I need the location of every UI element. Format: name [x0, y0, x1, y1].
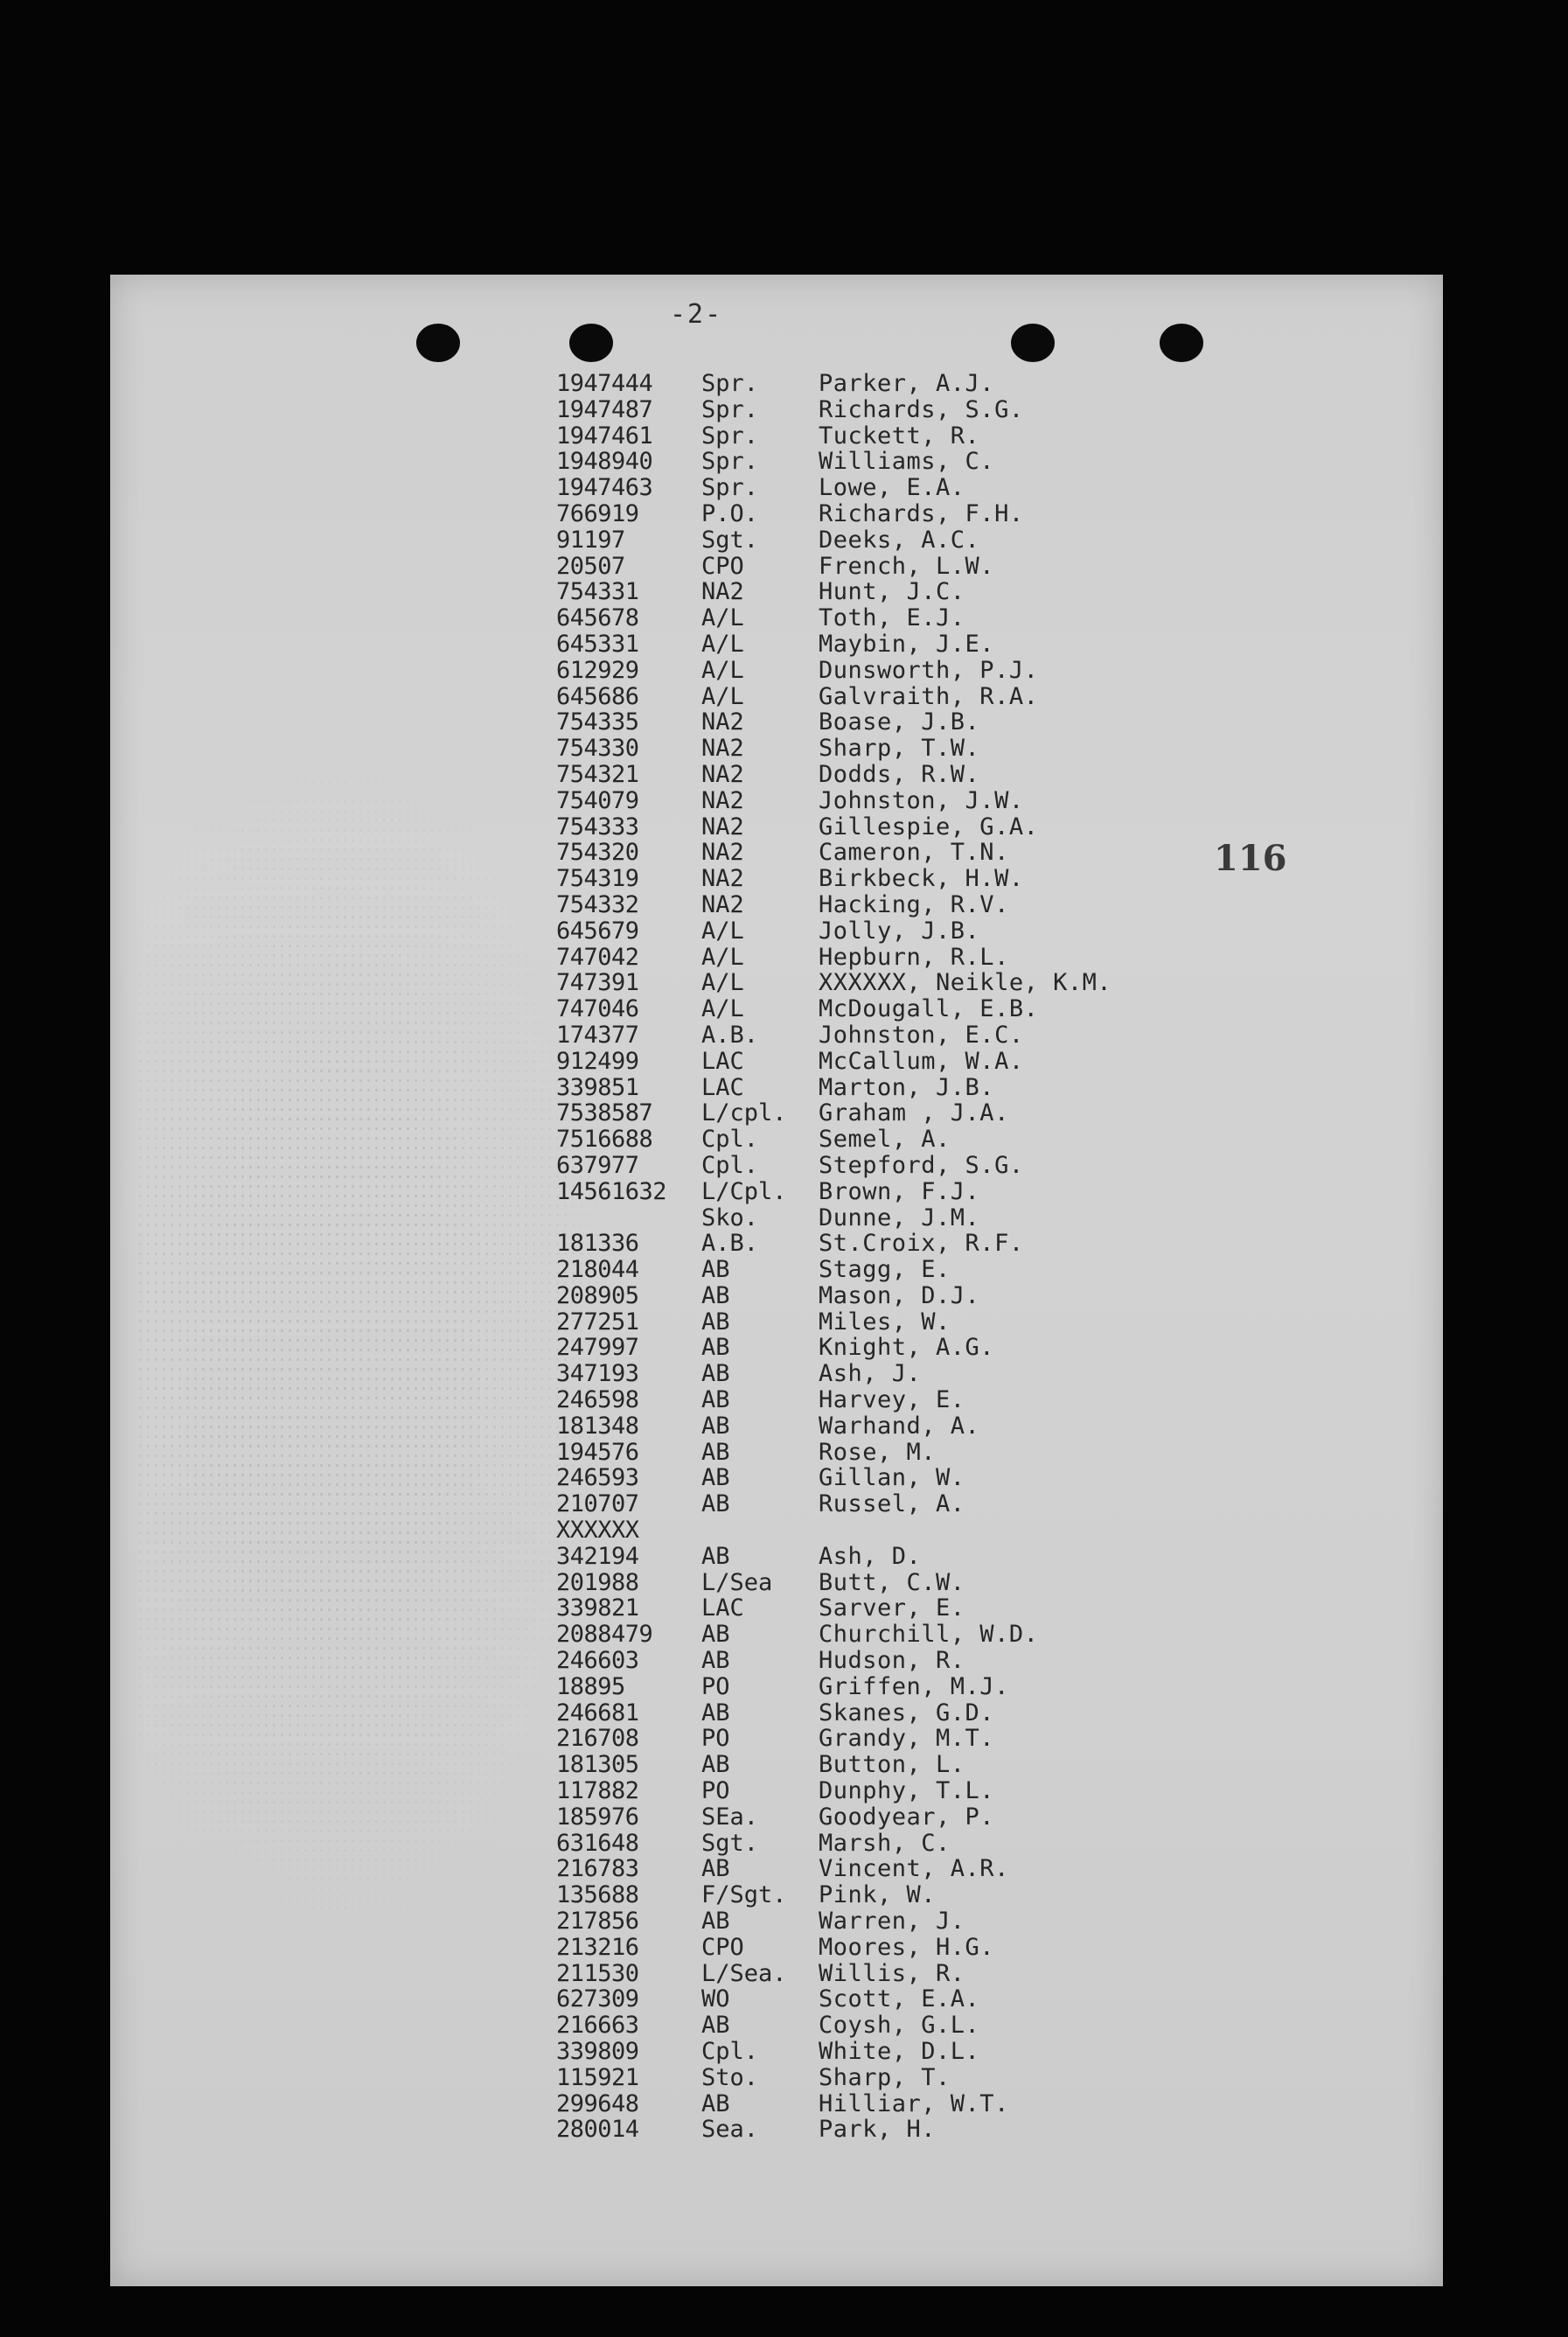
person-name: Griffen, M.J.: [819, 1672, 1009, 1700]
rank: PO: [701, 1725, 730, 1753]
person-name: Vincent, A.R.: [819, 1855, 1009, 1883]
service-number: 117882: [556, 1777, 639, 1805]
rank: Cpl.: [701, 2038, 759, 2065]
rank: A/L: [701, 604, 744, 632]
rank: Sto.: [701, 2063, 759, 2091]
list-item: [556, 1648, 1343, 1674]
service-number: 216708: [556, 1725, 639, 1753]
service-number: 2088479: [556, 1621, 653, 1649]
list-item: [556, 1752, 1343, 1778]
service-number: 339821: [556, 1594, 639, 1622]
service-number: 754335: [556, 708, 639, 736]
list-item: [556, 2013, 1343, 2039]
person-name: Moores, H.G.: [819, 1933, 995, 1961]
list-item: [556, 814, 1343, 841]
service-number: 211530: [556, 1959, 639, 1987]
list-item: [556, 2039, 1343, 2065]
person-name: Stepford, S.G.: [819, 1151, 1024, 1179]
rank: AB: [701, 1490, 730, 1518]
person-name: Hunt, J.C.: [819, 578, 965, 606]
rank: A/L: [701, 656, 744, 684]
list-item: [556, 996, 1343, 1022]
punch-hole: [1011, 324, 1055, 362]
list-item: [556, 1908, 1343, 1935]
person-name: White, D.L.: [819, 2038, 980, 2065]
person-name: Sarver, E.: [819, 1594, 965, 1622]
rank: LAC: [701, 1073, 744, 1101]
person-name: Sharp, T.: [819, 2063, 951, 2091]
rank: AB: [701, 1308, 730, 1336]
person-name: Williams, C.: [819, 448, 995, 476]
person-name: Richards, S.G.: [819, 395, 1024, 423]
service-number: 747391: [556, 969, 639, 997]
list-item: [556, 1517, 1343, 1544]
person-name: Toth, E.J.: [819, 604, 965, 632]
list-item: [556, 1127, 1343, 1153]
service-number: 747046: [556, 995, 639, 1023]
service-number: 174377: [556, 1021, 639, 1049]
service-number: 280014: [556, 2116, 639, 2144]
person-name: Richards, F.H.: [819, 499, 1024, 527]
rank: Sko.: [701, 1203, 759, 1231]
rank: A/L: [701, 969, 744, 997]
list-item: [556, 684, 1343, 710]
service-number: 754320: [556, 839, 639, 867]
list-item: [556, 2117, 1343, 2143]
list-item: [556, 1700, 1343, 1727]
person-name: Goodyear, P.: [819, 1803, 995, 1831]
rank: LAC: [701, 1594, 744, 1622]
list-item: [556, 1361, 1343, 1387]
rank: AB: [701, 1855, 730, 1883]
person-name: Knight, A.G.: [819, 1334, 995, 1362]
rank: A.B.: [701, 1021, 759, 1049]
list-item: [556, 1179, 1343, 1205]
person-name: Marton, J.B.: [819, 1073, 995, 1101]
rank: L/Sea: [701, 1568, 773, 1596]
rank: AB: [701, 1334, 730, 1362]
rank: Cpl.: [701, 1126, 759, 1154]
person-name: Hilliar, W.T.: [819, 2089, 1009, 2117]
rank: AB: [701, 1438, 730, 1466]
service-number: 1947461: [556, 422, 653, 450]
person-name: Hacking, R.V.: [819, 890, 1009, 918]
service-number: 1947487: [556, 395, 653, 423]
service-number: 612929: [556, 656, 639, 684]
rank: AB: [701, 1386, 730, 1414]
service-number: 754319: [556, 865, 639, 893]
rank: NA2: [701, 760, 744, 788]
service-number: 194576: [556, 1438, 639, 1466]
person-name: Harvey, E.: [819, 1386, 965, 1414]
list-item: [556, 1387, 1343, 1413]
list-item: [556, 1856, 1343, 1882]
document-page: [110, 275, 1443, 2286]
list-item: [556, 1778, 1343, 1804]
list-item: [556, 1413, 1343, 1440]
rank: PO: [701, 1777, 730, 1805]
person-name: Grandy, M.T.: [819, 1725, 995, 1753]
rank: AB: [701, 1256, 730, 1284]
paper-speckle: [136, 729, 626, 1954]
list-item: [556, 1100, 1343, 1127]
person-name: Deeks, A.C.: [819, 526, 980, 554]
service-number: 218044: [556, 1256, 639, 1284]
list-item: [556, 709, 1343, 736]
service-number: 754333: [556, 813, 639, 841]
rank: Spr.: [701, 370, 759, 397]
punch-hole: [569, 324, 613, 362]
list-item: [556, 1595, 1343, 1622]
list-item: [556, 501, 1343, 527]
service-number: 181336: [556, 1230, 639, 1258]
rank: F/Sgt.: [701, 1881, 787, 1909]
person-name: Russel, A.: [819, 1490, 965, 1518]
rank: L/cpl.: [701, 1099, 787, 1127]
person-name: Park, H.: [819, 2116, 937, 2144]
service-number: 185976: [556, 1803, 639, 1831]
rank: L/Sea.: [701, 1959, 787, 1987]
service-number: 14561632: [556, 1177, 667, 1205]
person-name: Lowe, E.A.: [819, 474, 965, 502]
service-number: 627309: [556, 1985, 639, 2013]
service-number: 246681: [556, 1699, 639, 1727]
list-item: [556, 1804, 1343, 1831]
list-item: [556, 1257, 1343, 1283]
service-number: 1947444: [556, 370, 653, 397]
rank: Sgt.: [701, 1829, 759, 1857]
rank: Spr.: [701, 422, 759, 450]
person-name: Maybin, J.E.: [819, 630, 995, 658]
person-name: Cameron, T.N.: [819, 839, 1009, 867]
rank: NA2: [701, 839, 744, 867]
rank: AB: [701, 2012, 730, 2040]
list-item: [556, 945, 1343, 971]
rank: AB: [701, 1621, 730, 1649]
list-item: [556, 423, 1343, 450]
person-name: Dunphy, T.L.: [819, 1777, 995, 1805]
person-name: Butt, C.W.: [819, 1568, 965, 1596]
list-item: [556, 1882, 1343, 1908]
person-name: Pink, W.: [819, 1881, 937, 1909]
service-number: 754330: [556, 735, 639, 763]
rank: NA2: [701, 786, 744, 814]
person-name: Hepburn, R.L.: [819, 943, 1009, 971]
person-name: Johnston, E.C.: [819, 1021, 1024, 1049]
service-number: 217856: [556, 1908, 639, 1936]
rank: A/L: [701, 995, 744, 1023]
rank: AB: [701, 1412, 730, 1440]
service-number: XXXXXX: [556, 1517, 639, 1545]
service-number: 7516688: [556, 1126, 653, 1154]
rank: AB: [701, 1647, 730, 1675]
service-number: 247997: [556, 1334, 639, 1362]
service-number: 7538587: [556, 1099, 653, 1127]
service-number: 754331: [556, 578, 639, 606]
rank: A/L: [701, 917, 744, 945]
list-item: [556, 605, 1343, 631]
rank: A.B.: [701, 1230, 759, 1258]
list-item: [556, 658, 1343, 684]
rank: AB: [701, 1360, 730, 1388]
person-name: Sharp, T.W.: [819, 735, 980, 763]
rank: Spr.: [701, 474, 759, 502]
person-name: Miles, W.: [819, 1308, 951, 1336]
person-name: Skanes, G.D.: [819, 1699, 995, 1727]
service-number: 342194: [556, 1542, 639, 1570]
person-name: Ash, J.: [819, 1360, 922, 1388]
rank: Sgt.: [701, 526, 759, 554]
service-number: 277251: [556, 1308, 639, 1336]
person-name: Brown, F.J.: [819, 1177, 980, 1205]
list-item: [556, 371, 1343, 397]
service-number: 216783: [556, 1855, 639, 1883]
service-number: 1948940: [556, 448, 653, 476]
service-number: 637977: [556, 1151, 639, 1179]
person-name: Dunsworth, P.J.: [819, 656, 1039, 684]
person-name: Ash, D.: [819, 1542, 922, 1570]
person-name: Mason, D.J.: [819, 1281, 980, 1309]
list-item: [556, 1309, 1343, 1336]
list-item: [556, 579, 1343, 605]
person-name: Jolly, J.B.: [819, 917, 980, 945]
service-number: 645331: [556, 630, 639, 658]
list-item: [556, 1022, 1343, 1049]
personnel-list: [556, 371, 1343, 2143]
person-name: XXXXXX, Neikle, K.M.: [819, 969, 1112, 997]
person-name: Graham , J.A.: [819, 1099, 1009, 1127]
margin-number: 116: [1214, 838, 1287, 879]
service-number: 766919: [556, 499, 639, 527]
rank: PO: [701, 1672, 730, 1700]
list-item: [556, 475, 1343, 501]
list-item: [556, 892, 1343, 918]
rank: AB: [701, 2089, 730, 2117]
rank: AB: [701, 1464, 730, 1492]
person-name: Rose, M.: [819, 1438, 937, 1466]
rank: Spr.: [701, 395, 759, 423]
person-name: Button, L.: [819, 1751, 965, 1779]
service-number: 135688: [556, 1881, 639, 1909]
person-name: Dodds, R.W.: [819, 760, 980, 788]
person-name: Coysh, G.L.: [819, 2012, 980, 2040]
list-item: [556, 1491, 1343, 1517]
page-number: -2-: [670, 299, 723, 330]
service-number: 246603: [556, 1647, 639, 1675]
list-item: [556, 2065, 1343, 2091]
person-name: Birkbeck, H.W.: [819, 865, 1024, 893]
person-name: Scott, E.A.: [819, 1985, 980, 2013]
service-number: 210707: [556, 1490, 639, 1518]
person-name: McDougall, E.B.: [819, 995, 1039, 1023]
person-name: Warhand, A.: [819, 1412, 980, 1440]
rank: P.O.: [701, 499, 759, 527]
service-number: 645679: [556, 917, 639, 945]
person-name: Tuckett, R.: [819, 422, 980, 450]
rank: NA2: [701, 890, 744, 918]
person-name: Stagg, E.: [819, 1256, 951, 1284]
list-item: [556, 1075, 1343, 1101]
rank: A/L: [701, 682, 744, 710]
rank: NA2: [701, 578, 744, 606]
list-item: [556, 1205, 1343, 1231]
person-name: Hudson, R.: [819, 1647, 965, 1675]
person-name: Willis, R.: [819, 1959, 965, 1987]
service-number: 645686: [556, 682, 639, 710]
person-name: Semel, A.: [819, 1126, 951, 1154]
list-item: [556, 866, 1343, 892]
rank: NA2: [701, 865, 744, 893]
list-item: [556, 1935, 1343, 1961]
list-item: [556, 1544, 1343, 1570]
list-item: [556, 1283, 1343, 1309]
service-number: 213216: [556, 1933, 639, 1961]
person-name: Dunne, J.M.: [819, 1203, 980, 1231]
service-number: 1947463: [556, 474, 653, 502]
service-number: 181305: [556, 1751, 639, 1779]
punch-hole: [416, 324, 460, 362]
list-item: [556, 1231, 1343, 1257]
list-item: [556, 970, 1343, 996]
service-number: 246593: [556, 1464, 639, 1492]
rank: A/L: [701, 943, 744, 971]
list-item: [556, 1622, 1343, 1648]
list-item: [556, 840, 1343, 866]
service-number: 747042: [556, 943, 639, 971]
person-name: Warren, J.: [819, 1908, 965, 1936]
rank: Spr.: [701, 448, 759, 476]
list-item: [556, 1335, 1343, 1361]
service-number: 299648: [556, 2089, 639, 2117]
service-number: 91197: [556, 526, 625, 554]
rank: WO: [701, 1985, 730, 2013]
person-name: McCallum, W.A.: [819, 1047, 1024, 1075]
rank: AB: [701, 1699, 730, 1727]
list-item: [556, 736, 1343, 762]
list-item: [556, 2091, 1343, 2117]
person-name: Marsh, C.: [819, 1829, 951, 1857]
punch-hole: [1160, 324, 1203, 362]
person-name: Gillespie, G.A.: [819, 813, 1039, 841]
list-item: [556, 554, 1343, 580]
rank: NA2: [701, 735, 744, 763]
rank: CPO: [701, 1933, 744, 1961]
rank: NA2: [701, 708, 744, 736]
service-number: 631648: [556, 1829, 639, 1857]
service-number: 208905: [556, 1281, 639, 1309]
service-number: 18895: [556, 1672, 625, 1700]
service-number: 20507: [556, 552, 625, 580]
person-name: Parker, A.J.: [819, 370, 995, 397]
rank: AB: [701, 1908, 730, 1936]
rank: Cpl.: [701, 1151, 759, 1179]
person-name: Boase, J.B.: [819, 708, 980, 736]
rank: AB: [701, 1751, 730, 1779]
person-name: St.Croix, R.F.: [819, 1230, 1024, 1258]
person-name: Churchill, W.D.: [819, 1621, 1039, 1649]
list-item: [556, 1831, 1343, 1857]
rank: CPO: [701, 552, 744, 580]
service-number: 347193: [556, 1360, 639, 1388]
service-number: 201988: [556, 1568, 639, 1596]
person-name: Gillan, W.: [819, 1464, 965, 1492]
rank: SEa.: [701, 1803, 759, 1831]
list-item: [556, 918, 1343, 945]
service-number: 216663: [556, 2012, 639, 2040]
service-number: 754332: [556, 890, 639, 918]
service-number: 339851: [556, 1073, 639, 1101]
rank: AB: [701, 1542, 730, 1570]
list-item: [556, 397, 1343, 423]
service-number: 115921: [556, 2063, 639, 2091]
service-number: 339809: [556, 2038, 639, 2065]
list-item: [556, 1986, 1343, 2013]
list-item: [556, 1049, 1343, 1075]
rank: LAC: [701, 1047, 744, 1075]
list-item: [556, 1726, 1343, 1752]
rank: NA2: [701, 813, 744, 841]
list-item: [556, 527, 1343, 554]
service-number: 645678: [556, 604, 639, 632]
list-item: [556, 1465, 1343, 1491]
list-item: [556, 762, 1343, 788]
list-item: [556, 1674, 1343, 1700]
rank: Sea.: [701, 2116, 759, 2144]
service-number: 754321: [556, 760, 639, 788]
list-item: [556, 1153, 1343, 1179]
service-number: 181348: [556, 1412, 639, 1440]
list-item: [556, 1440, 1343, 1466]
list-item: [556, 449, 1343, 475]
rank: AB: [701, 1281, 730, 1309]
person-name: French, L.W.: [819, 552, 995, 580]
person-name: Galvraith, R.A.: [819, 682, 1039, 710]
list-item: [556, 1570, 1343, 1596]
service-number: 754079: [556, 786, 639, 814]
list-item: [556, 1961, 1343, 1987]
service-number: 912499: [556, 1047, 639, 1075]
rank: A/L: [701, 630, 744, 658]
person-name: Johnston, J.W.: [819, 786, 1024, 814]
rank: L/Cpl.: [701, 1177, 787, 1205]
list-item: [556, 788, 1343, 814]
list-item: [556, 631, 1343, 658]
service-number: 246598: [556, 1386, 639, 1414]
